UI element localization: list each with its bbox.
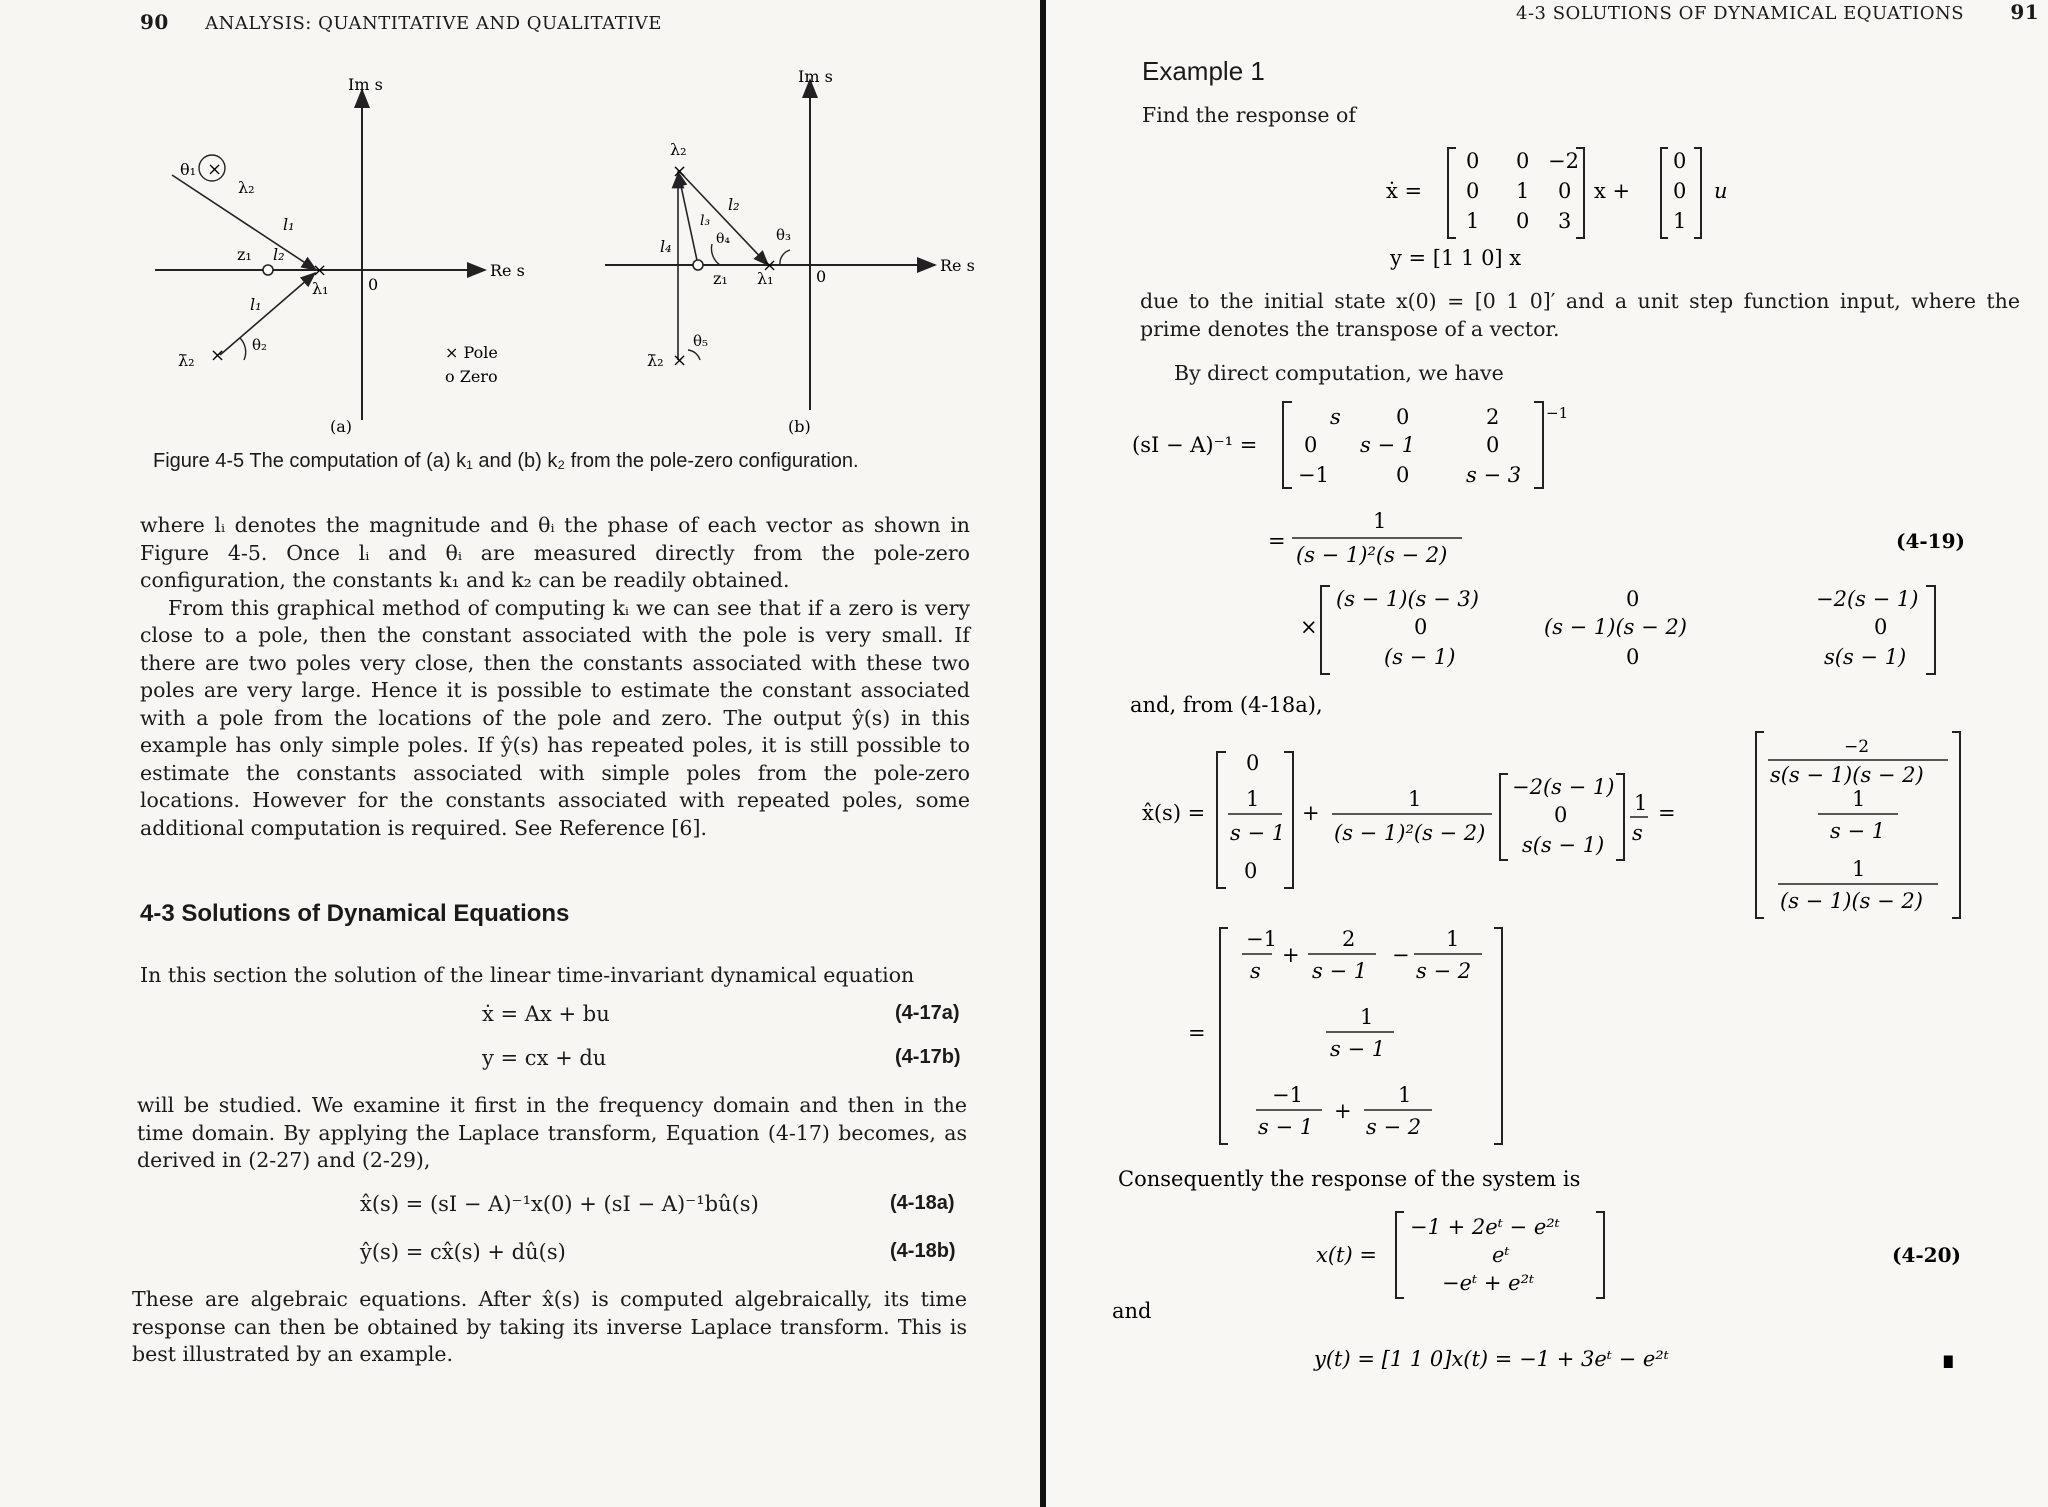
label-b: (b)	[788, 417, 811, 436]
adj-r2c3: 0	[1874, 615, 1888, 639]
input-u: u	[1714, 179, 1728, 203]
x0-bot: 0	[1244, 859, 1258, 883]
adj-r3c1: (s − 1)	[1384, 645, 1456, 669]
vec2-r2: 0	[1554, 803, 1568, 827]
initial-state-paragraph: due to the initial state x(0) = [0 1 0]′ and a unit step function input, where the prime denotes the transpose of a vector.	[1140, 289, 2020, 341]
equation-4-18a: x̂(s) = (sI − A)⁻¹x(0) + (sI − A)⁻¹bû(s)	[360, 1192, 759, 1216]
xt-r2: eᵗ	[1492, 1243, 1510, 1267]
example-title: Example 1	[1142, 56, 1265, 86]
output-equation: y = [1 1 0] x	[1390, 246, 1522, 270]
direct-computation-text: By direct computation, we have	[1174, 361, 1504, 385]
equation-number-4-18b: (4-18b)	[890, 1240, 956, 1262]
label-re-a: Re s	[490, 261, 525, 280]
pole-lambda2bar-a: ×	[210, 345, 226, 366]
xt-r3: −eᵗ + e²ᵗ	[1442, 1271, 1535, 1295]
inv-r2c3: 0	[1486, 433, 1500, 457]
pole-lambda1-b: ×	[762, 255, 778, 276]
pf-r1-t1-den: s	[1250, 959, 1261, 983]
label-im-b: Im s	[798, 67, 833, 86]
pf-r3-t2-den: s − 2	[1366, 1115, 1422, 1139]
label-theta5: θ₅	[693, 332, 709, 350]
label-z1-a: z₁	[237, 245, 252, 264]
inverse-matrix-equation	[1132, 402, 1568, 488]
label-im-a: Im s	[348, 75, 383, 94]
equation-number-4-20: (4-20)	[1892, 1243, 1961, 1267]
inv-r1c3: 2	[1486, 405, 1500, 429]
x0-mid-num: 1	[1246, 787, 1260, 811]
inv-r3c3: s − 3	[1466, 463, 1522, 487]
running-header-left	[140, 10, 662, 34]
equation-4-20	[1316, 1212, 1961, 1298]
xt-r1: −1 + 2eᵗ − e²ᵗ	[1410, 1215, 1560, 1239]
one-over-s-num: 1	[1634, 791, 1648, 815]
inv-r3c1: −1	[1298, 463, 1329, 487]
eq19-equals: =	[1268, 529, 1286, 553]
pf-r3-t2-num: 1	[1398, 1083, 1412, 1107]
label-l2-a: l₂	[273, 245, 285, 264]
paragraph-2: From this graphical method of computing kᵢ we can see that if a zero is very close to a pole, then the constant associated with the pole is very small. If there are two poles very close, then the constants associated with these two poles are very large. Hence it is possible to estimate the constant associated with a pole from the locations of the pole and zero. The output ŷ(s) in this example has only simple poles. If ŷ(s) has repeated poles, it is still possible to estimate the constants associated with simple poles from the pole-zero locations. However for the constants associated with repeated poles, some additional computation is required. See Reference [6].	[140, 595, 970, 840]
adj-r2c2: (s − 1)(s − 2)	[1544, 615, 1687, 639]
pf-r3-op: +	[1334, 1099, 1352, 1123]
output-response: y(t) = [1 1 0]x(t) = −1 + 3eᵗ − e²ᵗ	[1314, 1347, 1669, 1371]
vector-l1-lower	[220, 273, 315, 355]
pole-lambda2bar-b: ×	[672, 350, 688, 371]
label-lambda2-b: λ₂	[670, 140, 687, 159]
A-r2c3: 0	[1558, 179, 1572, 203]
label-re-b: Re s	[940, 256, 975, 275]
one-over-s-den: s	[1632, 821, 1643, 845]
partial-fractions	[1188, 927, 1502, 1144]
pf-r1-t3-den: s − 2	[1416, 959, 1472, 983]
example-prompt: Find the response of	[1142, 103, 1356, 127]
pole-lambda2-a: ×	[207, 159, 223, 180]
paragraph-3: In this section the solution of the linear time-invariant dynamical equation	[140, 963, 915, 987]
end-of-example-mark: ∎	[1940, 1345, 1957, 1375]
state-equation	[1386, 148, 1728, 270]
xt-lhs: x(t) =	[1316, 1243, 1377, 1267]
paragraph-1: where lᵢ denotes the magnitude and θᵢ the phase of each vector as shown in Figure 4-5. Once lᵢ and θᵢ are measured directly from the pole-zero configuration, the constants k₁ and k₂ can be readily obtained.	[140, 513, 970, 592]
theta4-arc	[711, 244, 720, 265]
A-r1c1: 0	[1466, 149, 1480, 173]
xhat-lhs: x̂(s) =	[1142, 801, 1206, 825]
label-theta2: θ₂	[252, 336, 268, 354]
zero-marker-b	[693, 260, 703, 270]
res-r2-den: s − 1	[1830, 819, 1886, 843]
right-math	[1046, 0, 2048, 1507]
res-r1-num: −2	[1844, 737, 1870, 757]
zero-marker-a	[263, 265, 273, 275]
equation-4-17a: ẋ = Ax + bu	[482, 1002, 610, 1026]
inv-r2c2: s − 1	[1360, 433, 1416, 457]
pf-r1-op1: +	[1282, 943, 1300, 967]
res-r2-num: 1	[1852, 787, 1866, 811]
label-theta3: θ₃	[776, 226, 792, 244]
inv-r1c1: s	[1330, 405, 1341, 429]
A-r2c1: 0	[1466, 179, 1480, 203]
inv-r2c1: 0	[1304, 433, 1318, 457]
equation-number-4-17b: (4-17b)	[895, 1046, 961, 1068]
label-l2-b: l₂	[728, 195, 740, 214]
section-title: 4-3 Solutions of Dynamical Equations	[140, 900, 570, 927]
label-l1b-a: l₁	[250, 295, 262, 314]
inv-r3c2: 0	[1396, 463, 1410, 487]
figure-caption: Figure 4-5 The computation of (a) k₁ and (b) k₂ from the pole-zero configuration.	[153, 450, 859, 472]
label-lambda1-b: λ₁	[757, 269, 774, 288]
inv-r1c2: 0	[1396, 405, 1410, 429]
A-r2c2: 1	[1516, 179, 1530, 203]
pf-r1-t3-num: 1	[1446, 927, 1460, 951]
legend-pole: × Pole	[445, 343, 498, 362]
vector-l2-b	[678, 170, 768, 265]
state-plus: x +	[1594, 179, 1631, 203]
pf-r2-den: s − 1	[1330, 1037, 1386, 1061]
equation-4-17b: y = cx + du	[482, 1046, 607, 1070]
label-l4: l₄	[660, 237, 672, 256]
x0-top: 0	[1246, 751, 1260, 775]
res-r3-den: (s − 1)(s − 2)	[1780, 889, 1923, 913]
page-number-left: 90	[140, 10, 169, 34]
figure-4-5b	[605, 67, 975, 436]
label-l3: l₃	[700, 213, 711, 229]
label-lambda2bar-a: λ̄₂	[178, 351, 195, 370]
label-z1-b: z₁	[713, 269, 728, 288]
running-head-right: 4-3 SOLUTIONS OF DYNAMICAL EQUATIONS	[1516, 3, 1965, 24]
xhat-frac-num: 1	[1408, 787, 1422, 811]
vector-l3	[678, 172, 698, 265]
A-r3c2: 0	[1516, 209, 1530, 233]
adj-r3c3: s(s − 1)	[1824, 645, 1907, 669]
label-a: (a)	[330, 417, 353, 436]
label-theta1: θ₁	[180, 160, 197, 179]
A-r3c1: 1	[1466, 209, 1480, 233]
equation-4-19	[1268, 509, 1965, 674]
pf-r3-t1-num: −1	[1272, 1083, 1303, 1107]
equation-number-4-19: (4-19)	[1896, 529, 1965, 553]
and-text: and	[1112, 1299, 1152, 1323]
pf-r1-t1-num: −1	[1246, 927, 1277, 951]
page-number-right: 91	[2010, 0, 2040, 24]
eq19-times: ×	[1300, 615, 1318, 639]
b-r2: 0	[1673, 179, 1687, 203]
label-lambda1-a: λ₁	[312, 279, 329, 298]
adj-r1c3: −2(s − 1)	[1816, 587, 1919, 611]
pf-r2-num: 1	[1360, 1005, 1374, 1029]
adj-r3c2: 0	[1626, 645, 1640, 669]
equation-number-4-17a: (4-17a)	[895, 1002, 960, 1024]
theta3-arc	[780, 250, 790, 265]
state-lhs: ẋ =	[1386, 179, 1423, 203]
equation-number-4-18a: (4-18a)	[890, 1192, 955, 1214]
pole-lambda1-a: ×	[312, 260, 328, 281]
right-page	[1046, 0, 2048, 1507]
label-theta4: θ₄	[716, 231, 731, 247]
paragraph-4: will be studied. We examine it first in the frequency domain and then in the time domain. By applying the Laplace transform, Equation (4-17) becomes, as derived in (2-27) and (2-29),	[137, 1093, 967, 1172]
label-l1-a: l₁	[283, 215, 295, 234]
label-origin-a: 0	[368, 275, 379, 294]
adj-r1c1: (s − 1)(s − 3)	[1336, 587, 1479, 611]
adj-r2c1: 0	[1414, 615, 1428, 639]
xhat-equation	[1142, 732, 1960, 918]
adj-r1c2: 0	[1626, 587, 1640, 611]
pf-r1-op2: −	[1392, 943, 1410, 967]
A-r3c3: 3	[1558, 209, 1572, 233]
vec2-r3: s(s − 1)	[1522, 833, 1605, 857]
and-from-4-18a: and, from (4-18a),	[1130, 693, 1323, 717]
eq19-numerator: 1	[1373, 509, 1387, 533]
A-r1c3: −2	[1548, 149, 1579, 173]
body-text-1	[140, 512, 970, 842]
b-r3: 1	[1673, 209, 1687, 233]
running-head-left: ANALYSIS: QUANTITATIVE AND QUALITATIVE	[205, 13, 662, 34]
inverse-lhs: (sI − A)⁻¹ =	[1132, 433, 1258, 457]
theta2-arc	[240, 338, 246, 360]
b-r1: 0	[1673, 149, 1687, 173]
equation-4-18b: ŷ(s) = cx̂(s) + dû(s)	[360, 1240, 566, 1264]
inverse-exponent: −1	[1546, 404, 1569, 422]
vec2-r1: −2(s − 1)	[1512, 775, 1615, 799]
res-r3-num: 1	[1852, 857, 1866, 881]
consequently-text: Consequently the response of the system is	[1118, 1167, 1581, 1191]
pf-r1-t2-num: 2	[1342, 927, 1356, 951]
label-lambda2-a: λ₂	[238, 178, 255, 197]
x0-mid-den: s − 1	[1230, 821, 1286, 845]
pf-equals: =	[1188, 1021, 1206, 1045]
paragraph-5: These are algebraic equations. After x̂(s) is computed algebraically, its time response can then be obtained by taking its inverse Laplace transform. This is best illustrated by an example.	[132, 1287, 967, 1366]
xhat-frac-den: (s − 1)²(s − 2)	[1334, 821, 1486, 845]
theta5-arc	[688, 350, 700, 360]
xhat-equals: =	[1658, 801, 1676, 825]
A-r1c2: 0	[1516, 149, 1530, 173]
res-r1-den: s(s − 1)(s − 2)	[1770, 763, 1924, 787]
figure-4-5	[140, 60, 1000, 450]
eq19-denominator: (s − 1)²(s − 2)	[1296, 543, 1448, 567]
pf-r1-t2-den: s − 1	[1312, 959, 1368, 983]
xhat-plus: +	[1302, 801, 1320, 825]
label-lambda2bar-b: λ̄₂	[647, 351, 664, 370]
legend-zero: o Zero	[445, 367, 498, 386]
pf-r3-t1-den: s − 1	[1258, 1115, 1314, 1139]
label-origin-b: 0	[816, 267, 827, 286]
figure-4-5a	[155, 75, 525, 436]
pole-lambda2-b: ×	[672, 161, 688, 182]
